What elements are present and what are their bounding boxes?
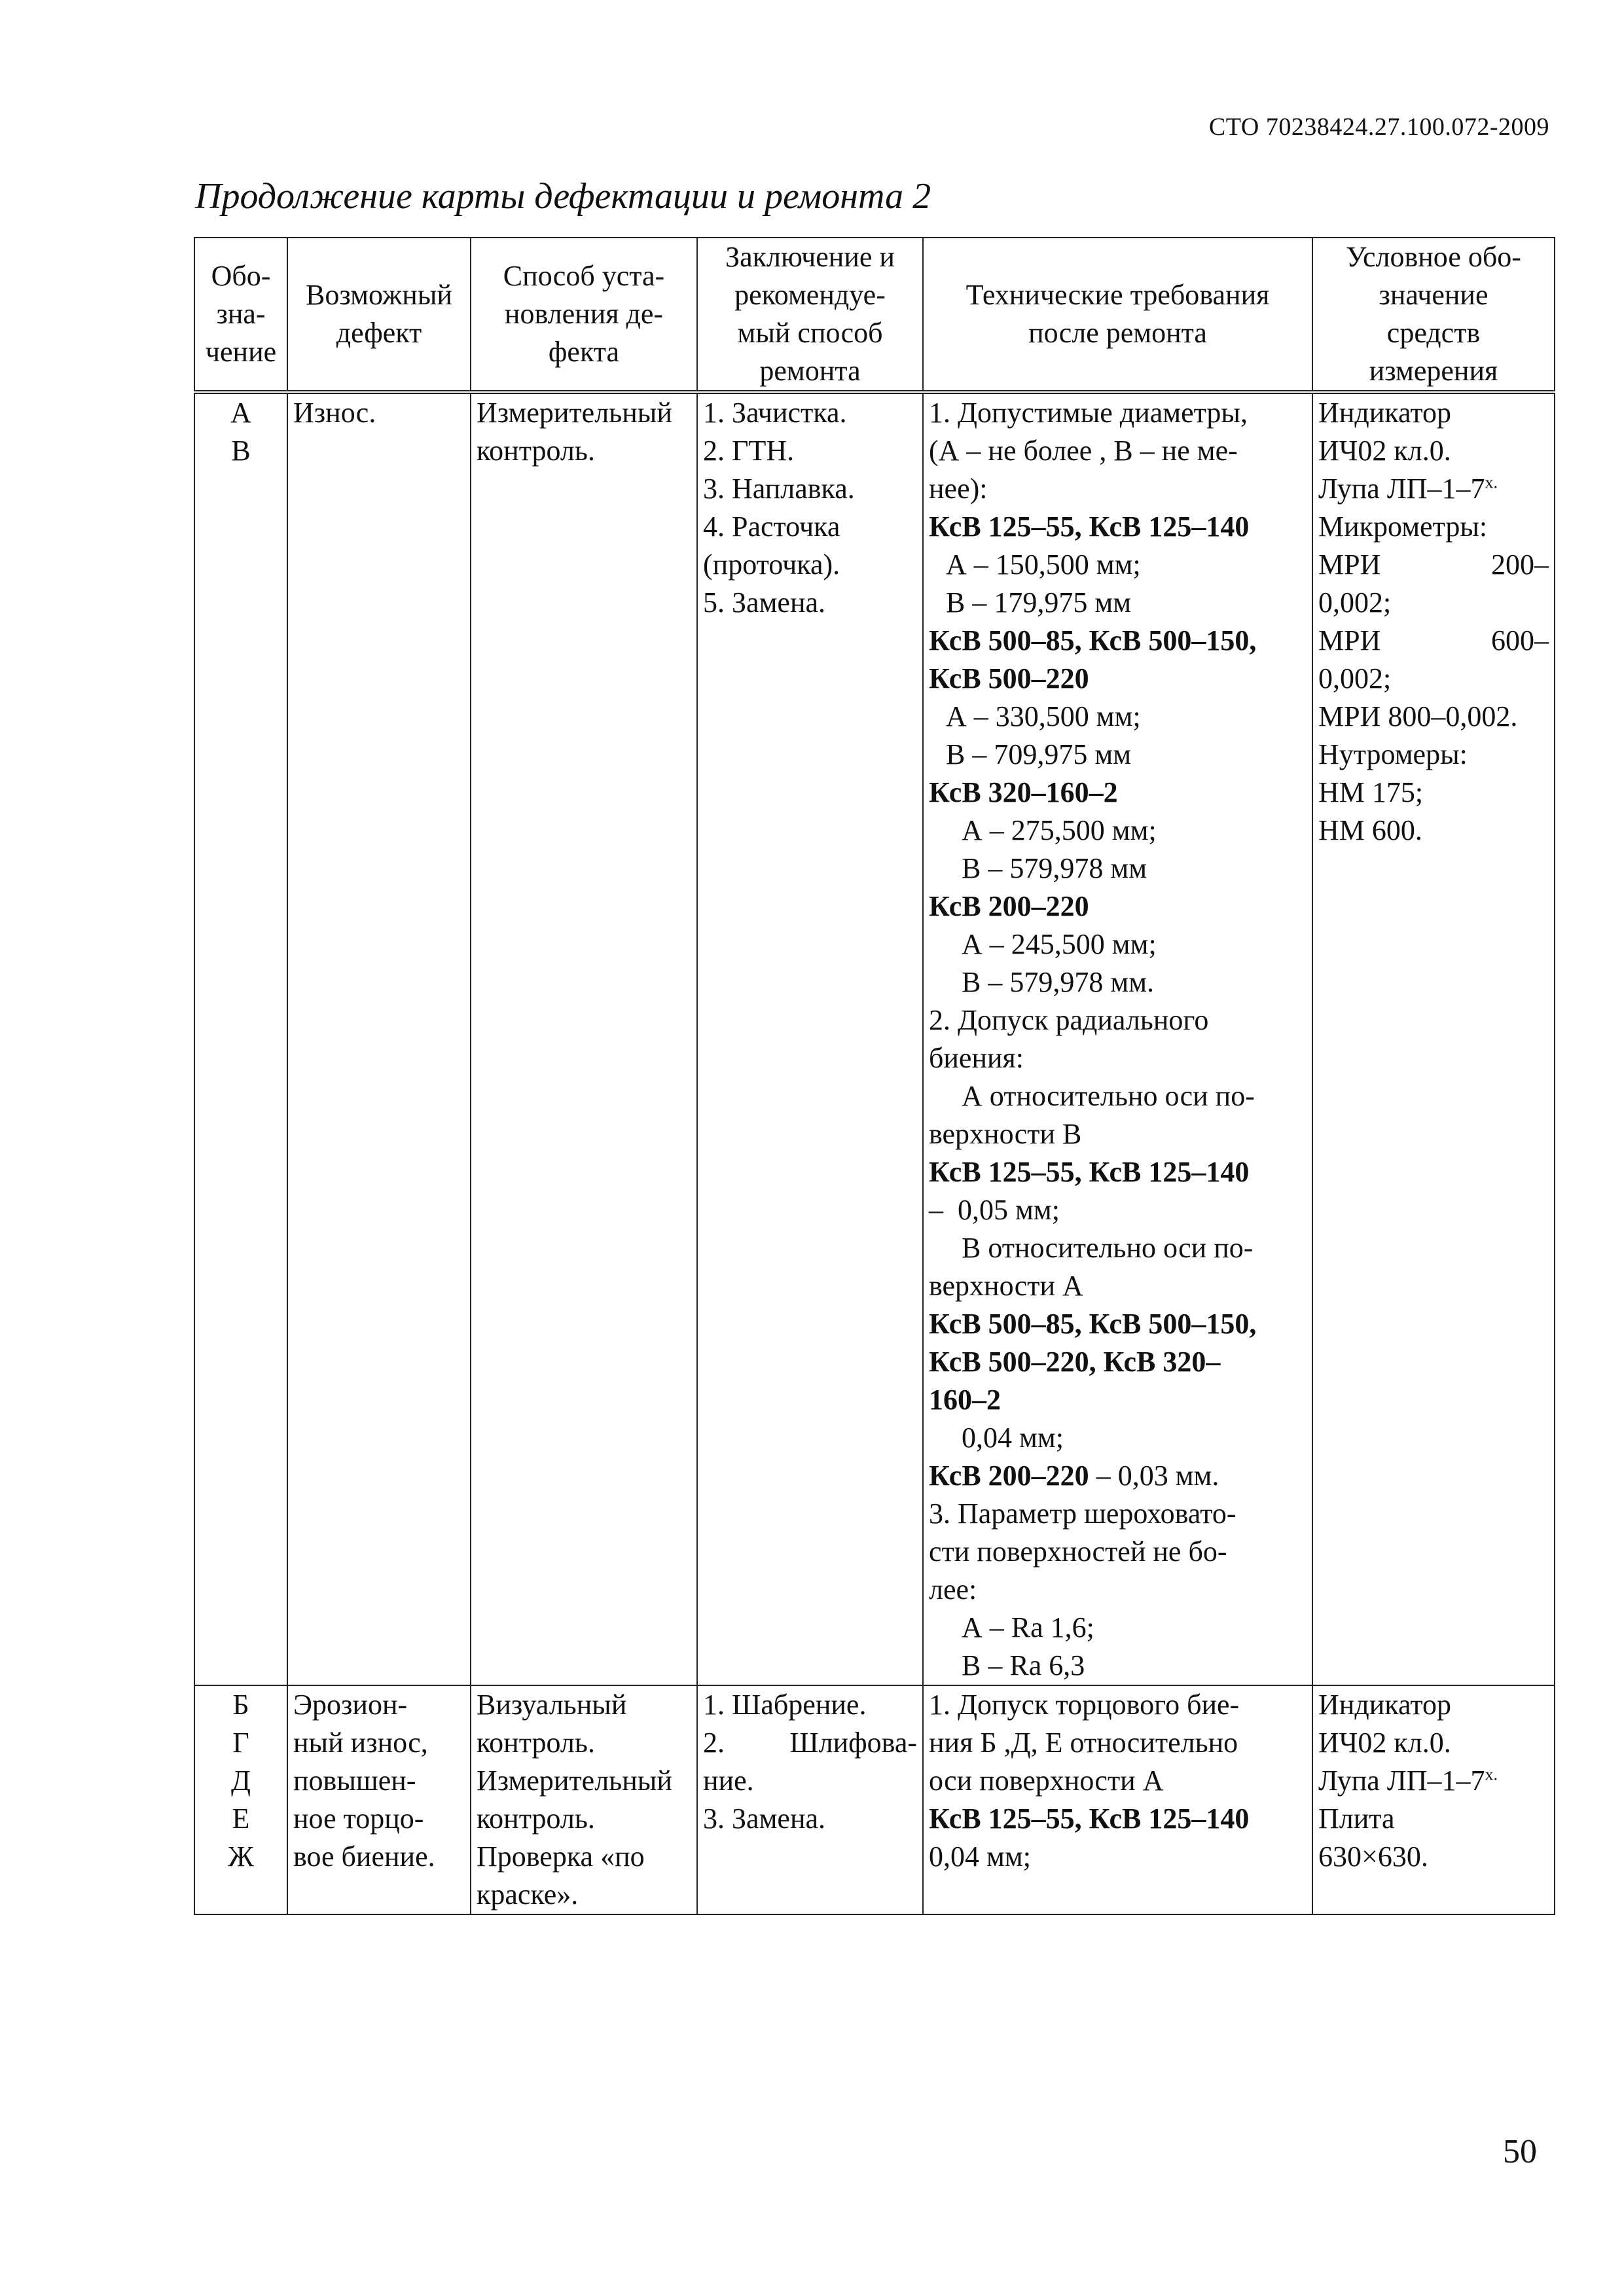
cell-detection-method: Измерительный контроль. (471, 392, 697, 1685)
cell-designation: А В (194, 392, 287, 1685)
table-row (194, 392, 1555, 1685)
table-header-row (194, 238, 1555, 392)
cell-technical-requirements: 1. Допустимые диаметры, (А – не более , В – не ме- нее): КсВ 125–55, КсВ 125–140 А – 150,500 мм; В – 179,975 мм КсВ 500–85, КсВ 500–150, КсВ 500–220 А – 330,500 мм; В – 709,975 мм КсВ 320–160–2 А – 275,500 мм; В – 579,978 мм КсВ 200–220 А – 245,500 мм; В – 579,978 мм. 2. Допуск радиального биения: А относительно оси по- верхности В КсВ 125–55, КсВ 125–140 – 0,05 мм; В относительно оси по- верхности А КсВ 500–85, КсВ 500–150, КсВ 500–220, КсВ 320– 160–2 0,04 мм; КсВ 200–220 – 0,03 мм. 3. Параметр шероховато- сти поверхностей не бо- лее: А – Ra 1,6; В – Ra 6,3 (923, 392, 1312, 1685)
cell-detection-method: Визуальный контроль. Измерительный контроль. Проверка «по краске». (471, 1685, 697, 1914)
cell-technical-requirements: 1. Допуск торцового бие- ния Б ,Д, Е относительно оси поверхности А КсВ 125–55, КсВ 125–140 0,04 мм; (923, 1685, 1312, 1914)
page-number: 50 (1503, 2133, 1537, 2170)
table-caption: Продолжение карты дефектации и ремонта 2 (195, 176, 931, 217)
header-designation: Обо- зна- чение (194, 238, 287, 392)
cell-instruments: Индикатор ИЧ02 кл.0. Лупа $ЛП-1-7^{х.}$ Микрометры: МРИ 200– 0,002; МРИ 600– 0,002; МРИ 800–0,002. Нутромеры: НМ 175; НМ 600. (1312, 392, 1555, 1685)
header-conclusion: Заключение и рекомендуе- мый способ ремонта (697, 238, 923, 392)
header-defect: Возможный дефект (287, 238, 471, 392)
table-row (194, 1685, 1555, 1914)
document-code: СТО 70238424.27.100.072-2009 (1208, 113, 1549, 141)
header-technical-requirements: Технические требования после ремонта (923, 238, 1312, 392)
cell-defect: Эрозион- ный износ, повышен- ное торцо- вое биение. (287, 1685, 471, 1914)
cell-defect: Износ. (287, 392, 471, 1685)
cell-instruments: Индикатор ИЧ02 кл.0. Лупа $ЛП-1-7^{х.}$ Плита 630×630. (1312, 1685, 1555, 1914)
header-instruments: Условное обо- значение средств измерения (1312, 238, 1555, 392)
defect-repair-table (194, 237, 1555, 1915)
cell-conclusion: 1. Шабрение. 2. Шлифова- ние. 3. Замена. (697, 1685, 923, 1914)
cell-designation: Б Г Д Е Ж (194, 1685, 287, 1914)
header-detection-method: Способ уста- новления де- фекта (471, 238, 697, 392)
cell-conclusion: 1. Зачистка. 2. ГТН. 3. Наплавка. 4. Расточка (проточка). 5. Замена. (697, 392, 923, 1685)
